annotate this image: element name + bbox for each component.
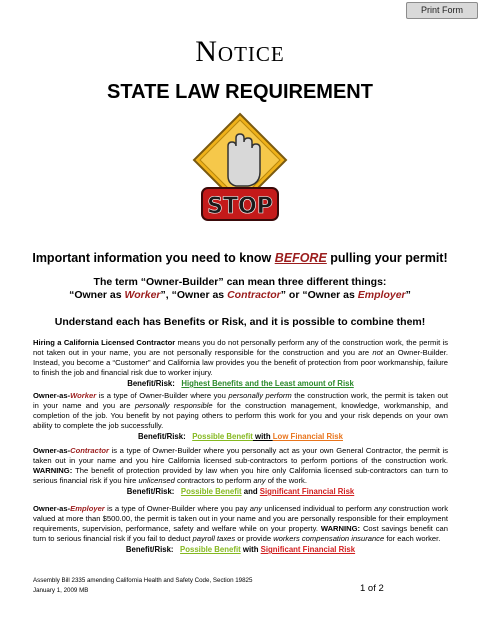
owner-as-employer-text: Owner-as-Employer is a type of Owner-Builder where you pay any unlicensed individual to perform any construction work valued at more than $500.00, the permit is taken out in your name and you are personally responsible for their employment requirements, supervision, performance, safety and welfare while on your property. WARNING: Cost savings benefit can turn to serious financial risk if you fail to deduct payroll taxes or provide workers compensation insurance for each worker. (33, 504, 448, 543)
stop-sign-image (190, 112, 290, 230)
stop-sign-text: STOP (207, 194, 273, 219)
contractor-benefit-risk: Benefit/Risk: Possible Benefit and Significant Financial Risk (126, 487, 355, 496)
licensed-contractor-text: Hiring a California Licensed Contractor means you do not personally perform any of the construction work, the permit is not taken out in your name, you are not personally responsible for the construction and you are not an Owner-Builder. Instead, you become a “Customer” and California law provides you the benefit of protection from poor workmanship, failure to finish the job and financial risk due to worker injury. (33, 338, 448, 377)
licensed-contractor-section (33, 338, 448, 389)
worker-benefit-risk: Benefit/Risk: Possible Benefit with Low Financial Risk (138, 432, 343, 441)
licensed-benefit-risk: Benefit/Risk: Highest Benefits and the Least amount of Risk (127, 379, 354, 388)
owner-as-contractor-section (33, 446, 448, 497)
page-number: 1 of 2 (360, 583, 384, 594)
print-form-button[interactable]: Print Form (406, 2, 478, 19)
owner-as-contractor-text: Owner-as-Contractor is a type of Owner-Builder where you personally act as your own General Contractor, the permit is taken out in your name and you hire California licensed sub-contractors to perform portions of the construction work. WARNING: The benefit of protection provided by law when you hire only California licensed sub-contractors can turn to serious financial risk if you hire unlicensed contractors to perform any of the work. (33, 446, 448, 485)
employer-benefit-risk: Benefit/Risk: Possible Benefit with Significant Financial Risk (125, 545, 356, 554)
understand-heading: Understand each has Benefits or Risk, and it is possible to combine them! (54, 316, 426, 328)
notice-heading: Notice (195, 35, 285, 68)
owner-builder-types: “Owner as Worker”, “Owner as Contractor” or “Owner as Employer” (69, 289, 411, 301)
footer-citation: Assembly Bill 2335 amending California Health and Safety Code, Section 19825 January 1, 2009 MB (33, 577, 253, 594)
owner-as-worker-section (33, 391, 448, 442)
owner-as-worker-text: Owner-as-Worker is a type of Owner-Builder where you personally perform the construction work, the permit is taken out in your name and you are personally responsible for the construction management, knowledge, workmanship, and completion of the job. You benefit by not paying others to perform this work for you and your risk depends on your own ability to complete the job successfully. (33, 391, 448, 430)
stop-hand-icon (190, 112, 290, 230)
owner-builder-term: The term “Owner-Builder” can mean three different things: “Owner as Worker”, “Owner as Contractor” or “Owner as Employer” (0, 276, 480, 302)
footer-date: January 1, 2009 MB (33, 587, 89, 594)
important-info-heading: Important information you need to know BEFORE pulling your permit! (32, 251, 448, 265)
owner-as-employer-section (33, 504, 448, 555)
state-law-heading: STATE LAW REQUIREMENT (107, 81, 373, 103)
before-emphasis: BEFORE (274, 251, 327, 265)
